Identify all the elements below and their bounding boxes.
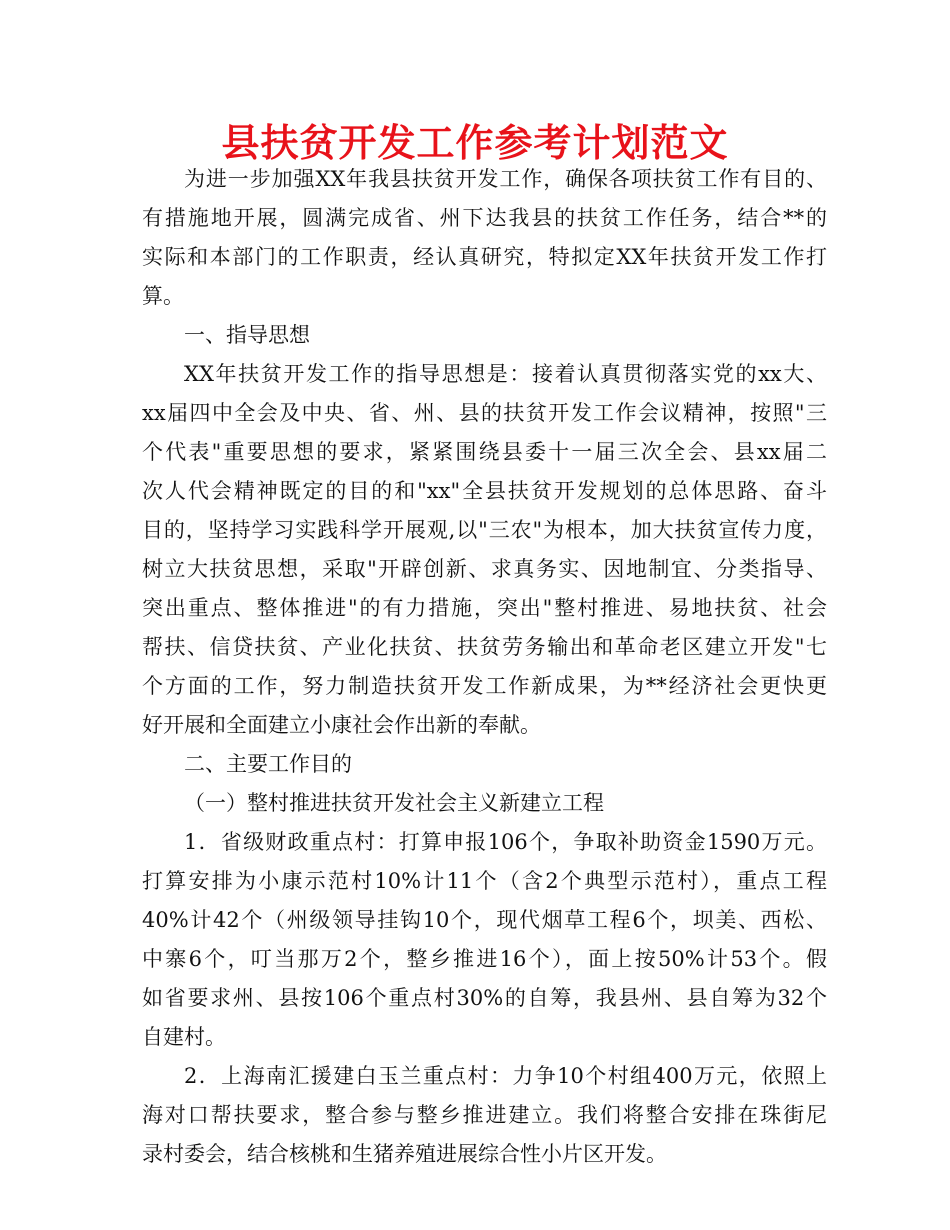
- text-line: 次人代会精神既定的目的和"xx"全县扶贫开发规划的总体思路、奋斗: [142, 479, 827, 503]
- text-line: 2．上海南汇援建白玉兰重点村：力争10个村组400万元，依照上: [184, 1064, 827, 1088]
- text-line: 好开展和全面建立小康社会作出新的奉献。: [142, 713, 541, 737]
- text-line: 实际和本部门的工作职责，经认真研究，特拟定XX年扶贫开发工作打: [142, 245, 827, 269]
- text-line: 40%计42个（州级领导挂钩10个，现代烟草工程6个，坝美、西松、: [142, 908, 827, 932]
- text-line: 算。: [142, 284, 184, 308]
- text-line: 打算安排为小康示范村10%计11个（含2个典型示范村），重点工程: [142, 869, 827, 893]
- document-title: 县扶贫开发工作参考计划范文: [221, 121, 729, 165]
- text-line: 个方面的工作，努力制造扶贫开发工作新成果，为**经济社会更快更: [142, 674, 827, 698]
- section-heading: 一、指导思想: [184, 323, 310, 347]
- text-line: 有措施地开展，圆满完成省、州下达我县的扶贫工作任务，结合**的: [142, 206, 827, 230]
- text-line: xx届四中全会及中央、省、州、县的扶贫开发工作会议精神，按照"三: [142, 401, 827, 425]
- document-body: [142, 160, 827, 1174]
- text-line: 帮扶、信贷扶贫、产业化扶贫、扶贫劳务输出和革命老区建立开发"七: [142, 635, 827, 659]
- section-heading: 二、主要工作目的: [184, 752, 352, 776]
- text-line: 树立大扶贫思想，采取"开辟创新、求真务实、因地制宜、分类指导、: [142, 557, 827, 581]
- text-line: XX年扶贫开发工作的指导思想是：接着认真贯彻落实党的xx大、: [184, 362, 827, 386]
- text-line: 自建村。: [142, 1025, 226, 1049]
- text-line: 中寨6个，叮当那万2个，整乡推进16个），面上按50%计53个。假: [142, 947, 827, 971]
- text-line: 为进一步加强XX年我县扶贫开发工作，确保各项扶贫工作有目的、: [184, 167, 827, 191]
- text-line: 海对口帮扶要求，整合参与整乡推进建立。我们将整合安排在珠街尼: [142, 1103, 827, 1127]
- text-line: 个代表"重要思想的要求，紧紧围绕县委十一届三次全会、县xx届二: [142, 440, 827, 464]
- text-line: 突出重点、整体推进"的有力措施，突出"整村推进、易地扶贫、社会: [142, 596, 827, 620]
- text-line: 录村委会，结合核桃和生猪养殖进展综合性小片区开发。: [142, 1142, 667, 1166]
- subsection-heading: （一）整村推进扶贫开发社会主义新建立工程: [184, 791, 604, 815]
- text-line: 如省要求州、县按106个重点村30%的自筹，我县州、县自筹为32个: [142, 986, 827, 1010]
- text-line: 目的，坚持学习实践科学开展观,以"三农"为根本，加大扶贫宣传力度，: [142, 518, 827, 542]
- text-line: 1．省级财政重点村：打算申报106个，争取补助资金1590万元。: [184, 830, 827, 854]
